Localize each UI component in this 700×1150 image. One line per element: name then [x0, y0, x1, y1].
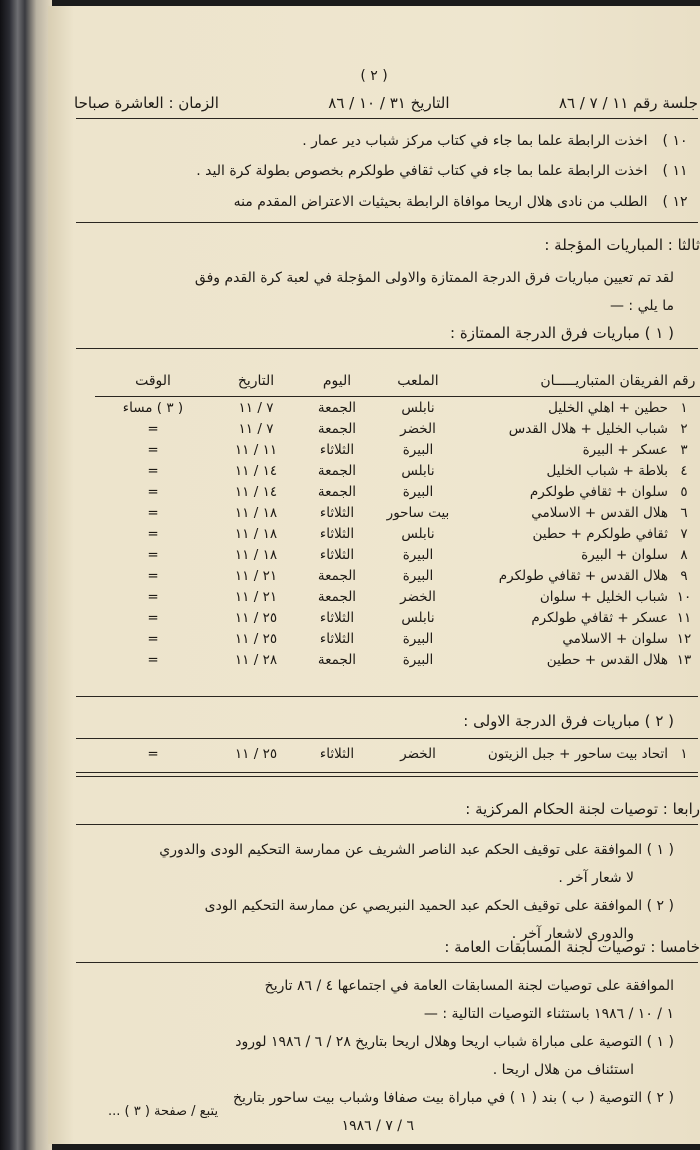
table-row	[95, 740, 700, 768]
table-row	[95, 439, 700, 460]
row-teams: هلال القدس + حطين	[546, 651, 668, 668]
row-venue: البيرة	[402, 567, 434, 584]
row-day: الثلاثاء	[319, 525, 355, 542]
row-venue: البيرة	[402, 441, 434, 458]
row-time: =	[147, 588, 159, 605]
table-row	[95, 481, 700, 502]
row-time: ( ٣ ) مساء	[122, 399, 184, 416]
table-row	[95, 418, 700, 439]
row-no: ١	[680, 746, 688, 762]
item-number: ١٢ )	[662, 194, 688, 210]
row-date: ٢٥ / ١١	[234, 746, 278, 762]
row-time: =	[147, 546, 159, 563]
row-time: =	[147, 420, 159, 437]
recommendation-1-cont: لا شعار آخر .	[558, 870, 634, 886]
row-teams: اتحاد بيت ساحور + جبل الزيتون	[487, 746, 668, 762]
session-number: جلسة رقم ١١ / ٧ / ٨٦	[558, 94, 698, 112]
row-day: الجمعة	[317, 651, 357, 668]
row-day: الثلاثاء	[319, 546, 355, 563]
row-date: ١٨ / ١١	[234, 504, 278, 521]
row-day: الجمعة	[317, 588, 357, 605]
row-time: =	[147, 483, 159, 500]
row-no: ٤	[680, 462, 688, 479]
table-row	[95, 649, 700, 670]
continued-footer: يتبع / صفحة ( ٣ ) ...	[108, 1104, 219, 1119]
table-row	[95, 628, 700, 649]
row-teams: بلاطة + شباب الخليل	[546, 462, 668, 479]
row-teams: سلوان + ثقافي طولكرم	[529, 483, 668, 500]
row-venue: البيرة	[402, 546, 434, 563]
item-12	[74, 192, 698, 212]
intro-line-1: لقد تم تعيين مباريات فرق الدرجة الممتازة والاولى المؤجلة في لعبة كرة القدم وفق	[194, 270, 674, 286]
table-row	[95, 523, 700, 544]
row-teams: شباب الخليل + سلوان	[539, 588, 668, 605]
session-date: التاريخ ٣١ / ١٠ / ٨٦	[328, 94, 450, 112]
row-day: الجمعة	[317, 399, 357, 416]
matches-table	[95, 366, 700, 670]
row-teams: سلوان + البيرة	[581, 546, 668, 563]
header-time: الوقت	[95, 366, 211, 397]
exception-1	[74, 1028, 674, 1056]
row-time: =	[147, 746, 159, 762]
item-number: ١٠ )	[662, 133, 688, 149]
rule	[76, 824, 698, 825]
row-date: ٢٥ / ١١	[234, 630, 278, 647]
rec-text: الموافقة على توقيف الحكم عبد الناصر الشريف عن ممارسة التحكيم الودى والدوري	[159, 842, 643, 858]
row-venue: الخضر	[400, 746, 436, 762]
table-header-row	[95, 366, 700, 397]
header-date: التاريخ	[211, 366, 301, 397]
row-date: ٢٨ / ١١	[234, 651, 278, 668]
row-no: ٧	[680, 525, 688, 542]
rule	[76, 776, 698, 777]
row-venue: بيت ساحور	[386, 504, 450, 521]
first-division-title: ( ٢ ) مباريات فرق الدرجة الاولى :	[463, 712, 674, 730]
row-venue: الخضر	[400, 588, 436, 605]
row-day: الجمعة	[317, 567, 357, 584]
row-no: ٦	[680, 504, 688, 521]
item-11	[74, 161, 698, 181]
section-5-intro-2: ١ / ١٠ / ١٩٨٦ باستثناء التوصيات التالية : —	[423, 1006, 674, 1022]
row-no: ١٣	[676, 651, 692, 668]
row-teams: ثقافي طولكرم + حطين	[532, 525, 668, 542]
item-text: الطلب من نادى هلال اريحا موافاة الرابطة بحيثيات الاعتراض المقدم منه	[233, 194, 648, 210]
item-text: اخذت الرابطة علما بما جاء في كتاب مركز شباب دير عمار .	[302, 133, 648, 149]
section-5-title: خامسا : توصيات لجنة المسابقات العامة :	[444, 938, 700, 956]
row-venue: الخضر	[400, 420, 436, 437]
row-venue: البيرة	[402, 651, 434, 668]
table-row	[95, 544, 700, 565]
row-time: =	[147, 525, 159, 542]
section-3-title: ثالثا : المباريات المؤجلة :	[544, 236, 700, 254]
row-venue: نابلس	[401, 525, 435, 542]
rec-number: ( ٢ )	[646, 898, 674, 914]
section-5-intro-1: الموافقة على توصيات لجنة المسابقات العامة في اجتماعها ٤ / ٨٦ تاريخ	[264, 978, 674, 994]
row-day: الجمعة	[317, 483, 357, 500]
section-4-body	[74, 836, 674, 948]
rule	[76, 962, 698, 963]
header-venue: الملعب	[373, 366, 463, 397]
row-date: ١٨ / ١١	[234, 546, 278, 563]
row-day: الجمعة	[317, 420, 357, 437]
row-teams: سلوان + الاسلامي	[562, 630, 668, 647]
header-no: رقم	[668, 366, 700, 397]
recommendation-1	[74, 836, 674, 864]
row-day: الثلاثاء	[319, 746, 355, 762]
row-date: ١٨ / ١١	[234, 525, 278, 542]
row-no: ٥	[680, 483, 688, 500]
item-number: ١١ )	[662, 163, 688, 179]
row-date: ٢١ / ١١	[234, 588, 278, 605]
rec-text: الموافقة على توقيف الحكم عبد الحميد النبريصي عن ممارسة التحكيم الودى	[204, 898, 643, 914]
row-teams: حطين + اهلي الخليل	[548, 399, 668, 416]
row-teams: عسكر + ثقافي طولكرم	[531, 609, 668, 626]
table-row	[95, 460, 700, 481]
book-spine	[0, 0, 52, 1150]
row-no: ٢	[680, 420, 688, 437]
row-time: =	[147, 609, 159, 626]
table-row	[95, 502, 700, 523]
row-day: الثلاثاء	[319, 441, 355, 458]
table-body	[95, 397, 700, 671]
row-venue: نابلس	[401, 462, 435, 479]
session-header	[74, 94, 698, 112]
table-row	[95, 586, 700, 607]
row-venue: البيرة	[402, 483, 434, 500]
row-no: ١٠	[676, 588, 692, 605]
exc-number: ( ٢ )	[646, 1090, 674, 1106]
row-time: =	[147, 441, 159, 458]
premier-division-title: ( ١ ) مباريات فرق الدرجة الممتازة :	[450, 324, 674, 342]
header-day: اليوم	[301, 366, 373, 397]
rec-number: ( ١ )	[646, 842, 674, 858]
row-venue: نابلس	[401, 609, 435, 626]
row-day: الثلاثاء	[319, 630, 355, 647]
document-page	[48, 6, 700, 1144]
row-teams: هلال القدس + ثقافي طولكرم	[498, 567, 668, 584]
row-date: ٢١ / ١١	[234, 567, 278, 584]
rule	[76, 738, 698, 739]
row-no: ٣	[680, 441, 688, 458]
exc-text: التوصية ( ب ) بند ( ١ ) في مباراة بيت صفافا وشباب بيت ساحور بتاريخ	[233, 1090, 643, 1106]
rule	[76, 222, 698, 223]
exc-number: ( ١ )	[646, 1034, 674, 1050]
rule	[76, 348, 698, 349]
row-date: ١٤ / ١١	[234, 462, 278, 479]
row-time: =	[147, 630, 159, 647]
row-teams: هلال القدس + الاسلامي	[531, 504, 668, 521]
rule	[76, 696, 698, 697]
row-venue: البيرة	[402, 630, 434, 647]
row-day: الثلاثاء	[319, 504, 355, 521]
table-row	[95, 397, 700, 419]
row-day: الثلاثاء	[319, 609, 355, 626]
row-no: ١	[680, 399, 688, 416]
row-time: =	[147, 462, 159, 479]
first-division-table	[95, 740, 700, 768]
exc-text: التوصية على مباراة شباب اريحا وهلال اريحا بتاريخ ٢٨ / ٦ / ١٩٨٦ لورود	[235, 1034, 643, 1050]
section-4-title: رابعا : توصيات لجنة الحكام المركزية :	[465, 800, 700, 818]
table-row	[95, 607, 700, 628]
row-no: ٨	[680, 546, 688, 563]
row-no: ٩	[680, 567, 688, 584]
exception-2-cont: ٦ / ٧ / ١٩٨٦	[341, 1118, 414, 1134]
intro-line-2: ما يلي : —	[609, 298, 674, 314]
row-date: ٢٥ / ١١	[234, 609, 278, 626]
row-no: ١١	[676, 609, 692, 626]
rule	[76, 772, 698, 773]
recommendation-2-cont: والدورى لاشعار آخر .	[511, 926, 634, 942]
table-row	[95, 565, 700, 586]
row-date: ١١ / ١١	[234, 441, 278, 458]
exception-1-cont: استئناف من هلال اريحا .	[492, 1062, 634, 1078]
section-3-intro	[74, 264, 674, 320]
row-date: ١٤ / ١١	[234, 483, 278, 500]
page-number: ( ٢ )	[360, 68, 388, 84]
recommendation-2	[74, 892, 674, 920]
header-rule	[76, 118, 698, 119]
item-10	[74, 131, 698, 151]
row-teams: عسكر + البيرة	[582, 441, 668, 458]
row-date: ٧ / ١١	[238, 399, 274, 416]
session-time: الزمان : العاشرة صباحا	[74, 94, 219, 112]
header-teams: الفريقان المتباريـــــان	[463, 366, 668, 397]
row-date: ٧ / ١١	[238, 420, 274, 437]
row-time: =	[147, 567, 159, 584]
row-teams: شباب الخليل + هلال القدس	[508, 420, 668, 437]
row-time: =	[147, 504, 159, 521]
row-day: الجمعة	[317, 462, 357, 479]
row-venue: نابلس	[401, 399, 435, 416]
row-no: ١٢	[676, 630, 692, 647]
item-text: اخذت الرابطة علما بما جاء في كتاب ثقافي طولكرم بخصوص بطولة كرة اليد .	[196, 163, 648, 179]
row-time: =	[147, 651, 159, 668]
